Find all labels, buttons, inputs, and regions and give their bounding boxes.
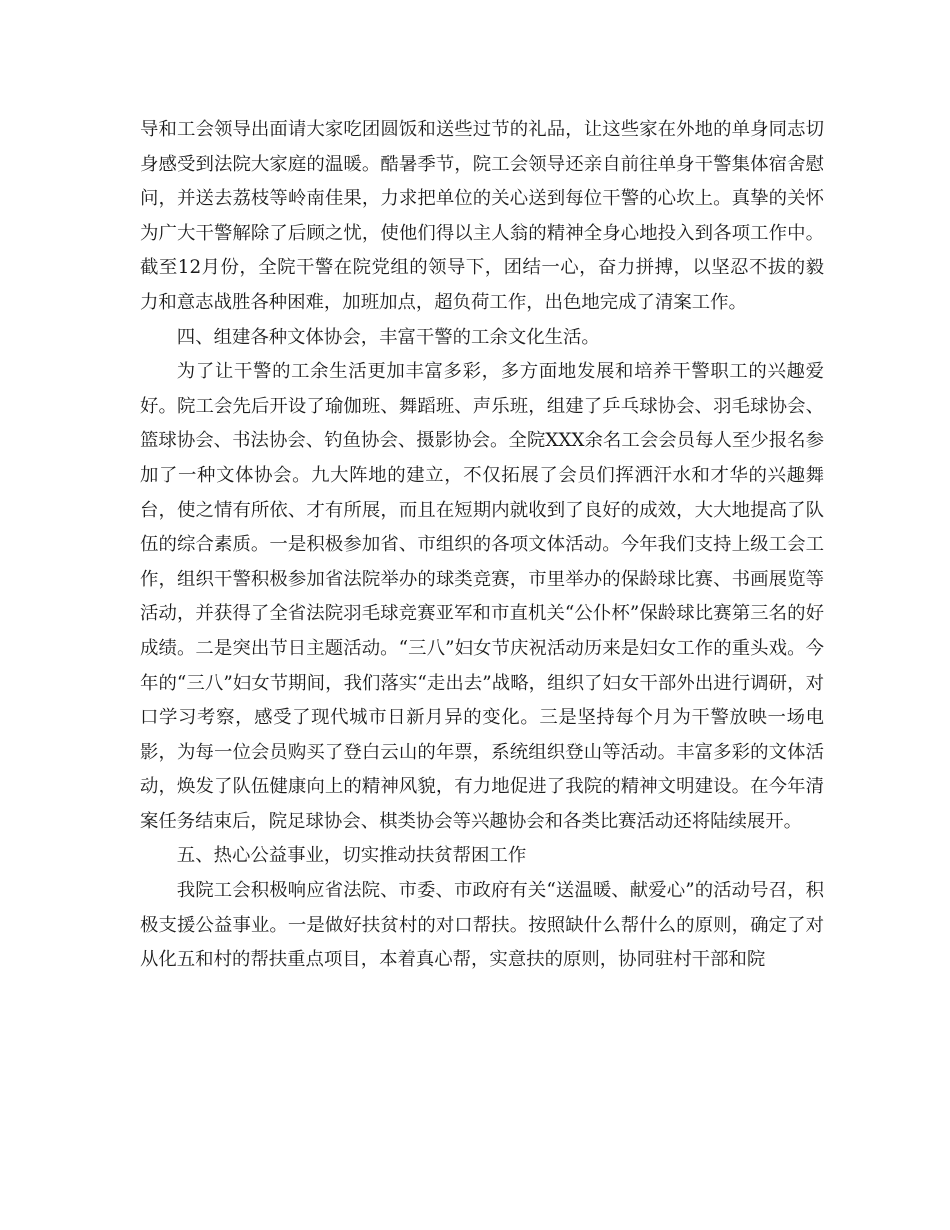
paragraph-continuation: 导和工会领导出面请大家吃团圆饭和送些过节的礼品，让这些家在外地的单身同志切身感受到法院大家庭的温暖。酷暑季节，院工会领导还亲自前往单身干警集体宿舍慰问，并送去荔枝等岭南佳果，力求把单位的关心送到每位干警的心坎上。真挚的关怀为广大干警解除了后顾之忧，使他们得以主人翁的精神全身心地投入到各项工作中。截至12月份，全院干警在院党组的领导下，团结一心，奋力拼搏，以坚忍不拔的毅力和意志战胜各种困难，加班加点，超负荷工作，出色地完成了清案工作。 (140, 119, 824, 313)
section-heading-four: 四、组建各种文体协会，丰富干警的工余文化生活。 (176, 326, 600, 348)
section-heading-five: 五、热心公益事业，切实推动扶贫帮困工作 (176, 845, 527, 867)
paragraph-public-welfare: 我院工会积极响应省法院、市委、市政府有关“送温暖、献爱心”的活动号召，积极支援公益事业。一是做好扶贫村的对口帮扶。按照缺什么帮什么的原则，确定了对从化五和村的帮扶重点项目，本着真心帮，实意扶的原则，协同驻村干部和院 (140, 880, 824, 971)
paragraph-cultural-associations: 为了让干警的工余生活更加丰富多彩，多方面地发展和培养干警职工的兴趣爱好。院工会先后开设了瑜伽班、舞蹈班、声乐班，组建了乒乓球协会、羽毛球协会、篮球协会、书法协会、钓鱼协会、摄影协会。全院XXX余名工会会员每人至少报名参加了一种文体协会。九大阵地的建立，不仅拓展了会员们挥洒汗水和才华的兴趣舞台，使之情有所依、才有所展，而且在短期内就收到了良好的成效，大大地提高了队伍的综合素质。一是积极参加省、市组织的各项文体活动。今年我们支持上级工会工作，组织干警积极参加省法院举办的球类竞赛，市里举办的保龄球比赛、书画展览等活动，并获得了全省法院羽毛球竞赛亚军和市直机关“公仆杯”保龄球比赛第三名的好成绩。二是突出节日主题活动。“三八”妇女节庆祝活动历来是妇女工作的重头戏。今年的“三八”妇女节期间，我们落实“走出去”战略，组织了妇女干部外出进行调研，对口学习考察，感受了现代城市日新月异的变化。三是坚持每个月为干警放映一场电影，为每一位会员购买了登白云山的年票，系统组织登山等活动。丰富多彩的文体活动，焕发了队伍健康向上的精神风貌，有力地促进了我院的精神文明建设。在今年清案任务结束后，院足球协会、棋类协会等兴趣协会和各类比赛活动还将陆续展开。 (140, 361, 824, 832)
document-body (140, 113, 824, 978)
